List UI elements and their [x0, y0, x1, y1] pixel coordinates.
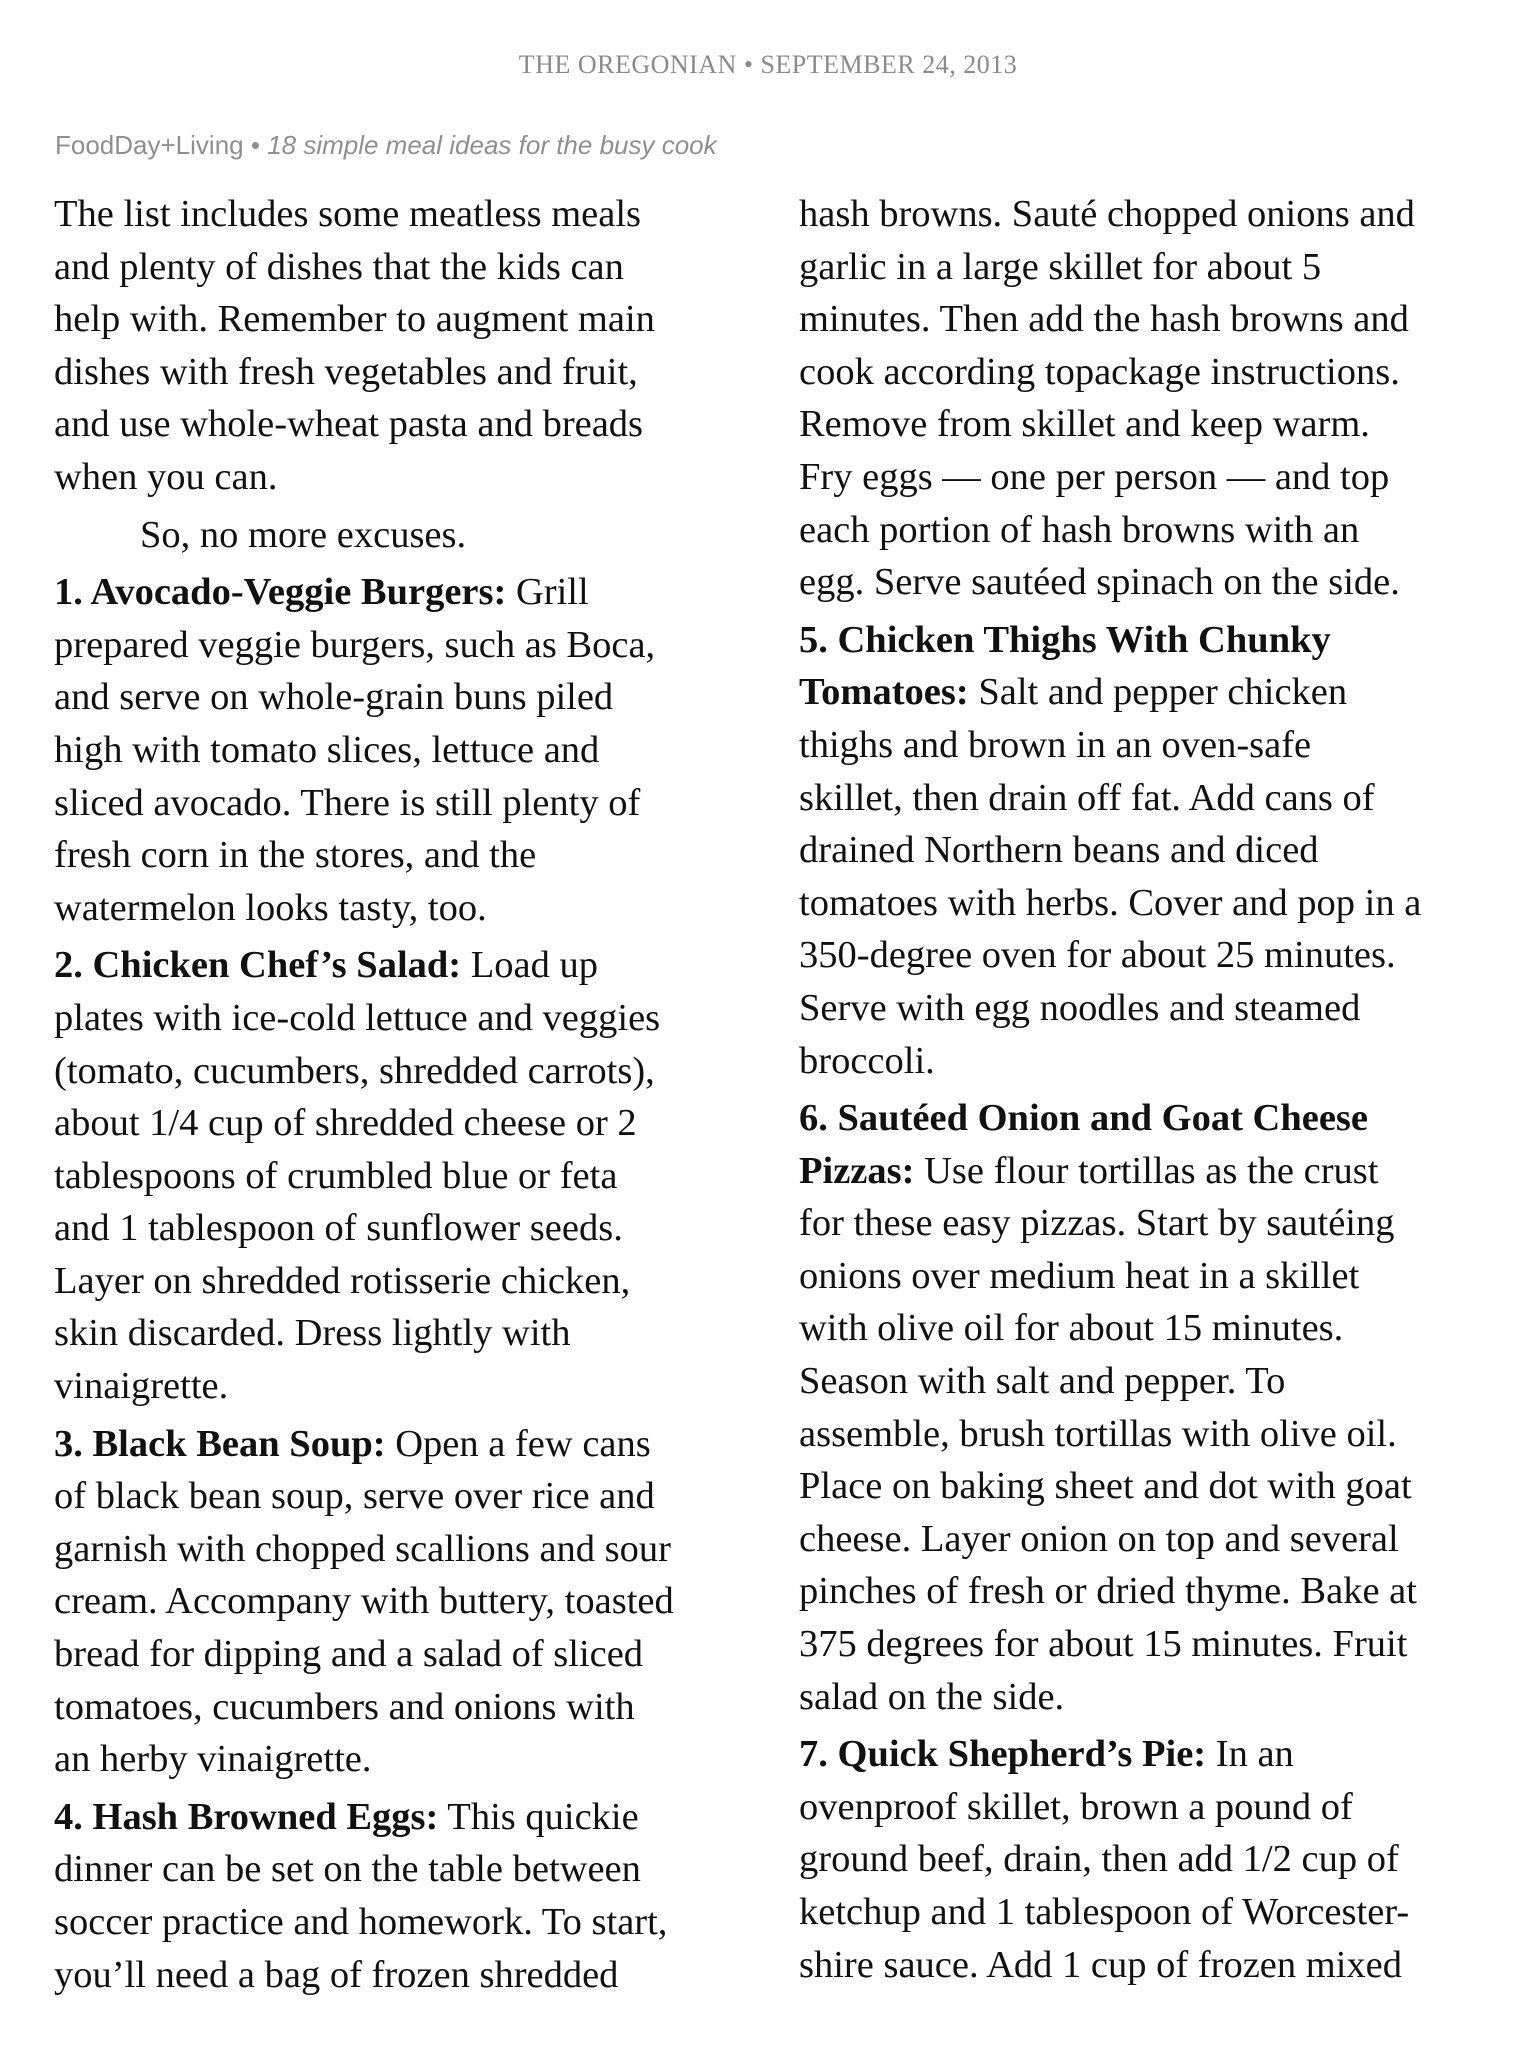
meal-idea-title: 2. Chicken Chef’s Salad:	[54, 944, 462, 987]
text-line	[54, 671, 754, 724]
body-paragraph	[54, 509, 754, 562]
meal-idea-title: 4. Hash Browned Eggs:	[54, 1795, 439, 1838]
line-text: plates with ice-cold lettuce and veggies	[54, 996, 661, 1039]
text-line	[799, 1145, 1499, 1198]
line-text: hash browns. Sauté chopped onions and	[799, 193, 1415, 235]
text-line	[54, 1949, 754, 2002]
line-text: vinaigrette.	[54, 1365, 229, 1408]
text-line	[799, 1513, 1499, 1566]
line-text: Remove from skillet and keep warm.	[799, 403, 1370, 446]
line-text: This quickie	[438, 1795, 639, 1838]
text-line	[54, 241, 754, 294]
line-text: pinches of fresh or dried thyme. Bake at	[799, 1570, 1417, 1613]
text-line	[799, 1618, 1499, 1671]
line-text: Serve with egg noodles and steamed	[799, 986, 1361, 1029]
text-line	[799, 1092, 1499, 1145]
line-text: dishes with fresh vegetables and fruit,	[54, 350, 638, 393]
text-line	[799, 1355, 1499, 1408]
line-text: when you can.	[54, 455, 278, 498]
text-line	[54, 619, 754, 672]
text-line	[54, 724, 754, 777]
text-line	[799, 1197, 1499, 1250]
meal-idea-title: 6. Sautéed Onion and Goat Cheese	[799, 1097, 1369, 1140]
text-line	[799, 504, 1499, 557]
text-line	[799, 1035, 1499, 1088]
line-text: Place on baking sheet and dot with goat	[799, 1465, 1412, 1508]
meal-idea-title: 7. Quick Shepherd’s Pie:	[799, 1733, 1207, 1776]
text-line	[54, 1255, 754, 1308]
text-line	[54, 1843, 754, 1896]
text-line	[54, 398, 754, 451]
text-line	[54, 1733, 754, 1786]
line-text: watermelon looks tasty, too.	[54, 886, 487, 929]
line-text: an herby vinaigrette.	[54, 1738, 372, 1781]
text-line	[799, 1728, 1499, 1781]
text-line	[799, 398, 1499, 451]
text-line	[54, 346, 754, 399]
line-text: 375 degrees for about 15 minutes. Fruit	[799, 1623, 1408, 1666]
line-text: onions over medium heat in a skillet	[799, 1254, 1360, 1297]
line-text: high with tomato slices, lettuce and	[54, 728, 600, 771]
text-line	[54, 992, 754, 1045]
line-text: and serve on whole-grain buns piled	[54, 676, 614, 719]
meal-idea-title-continued: Tomatoes:	[799, 671, 969, 714]
text-line	[799, 666, 1499, 719]
text-line	[799, 1781, 1499, 1834]
text-line	[54, 509, 754, 562]
text-line	[54, 1202, 754, 1255]
line-text: thighs and brown in an oven-safe	[799, 723, 1312, 766]
line-text: for these easy pizzas. Start by sautéing	[799, 1202, 1395, 1245]
text-line	[54, 939, 754, 992]
line-text: garnish with chopped scallions and sour	[54, 1527, 671, 1570]
line-text: Salt and pepper chicken	[968, 671, 1348, 714]
line-text: dinner can be set on the table between	[54, 1848, 641, 1891]
text-line	[54, 1523, 754, 1576]
meal-idea-title-continued: Pizzas:	[799, 1149, 915, 1192]
line-text: with olive oil for about 15 minutes.	[799, 1307, 1344, 1350]
text-line	[799, 824, 1499, 877]
line-text: cook according topackage instructions.	[799, 350, 1400, 393]
line-text: (tomato, cucumbers, shredded carrots),	[54, 1049, 655, 1092]
meal-idea-paragraph	[54, 1791, 754, 2001]
line-text: Load up	[461, 944, 598, 987]
line-text: shire sauce. Add 1 cup of frozen mixed	[799, 1943, 1402, 1986]
text-line	[54, 777, 754, 830]
meal-idea-paragraph	[799, 1728, 1499, 1991]
line-text: bread for dipping and a salad of sliced	[54, 1633, 644, 1676]
line-text: Layer on shredded rotisserie chicken,	[54, 1259, 631, 1302]
section-name: FoodDay+Living	[55, 130, 244, 160]
meal-idea-paragraph	[799, 614, 1499, 1087]
meal-idea-title: 5. Chicken Thighs With Chunky	[799, 618, 1331, 661]
line-text: cheese. Layer onion on top and several	[799, 1517, 1399, 1560]
line-text: about 1/4 cup of shredded cheese or 2	[54, 1102, 637, 1145]
line-text: prepared veggie burgers, such as Boca,	[54, 623, 656, 666]
line-text: Open a few cans	[385, 1422, 651, 1465]
line-text: The list includes some meatless meals	[54, 193, 641, 235]
text-line	[799, 877, 1499, 930]
text-line	[799, 556, 1499, 609]
line-text: sliced avocado. There is still plenty of	[54, 781, 641, 824]
section-header	[55, 130, 717, 161]
text-line	[799, 772, 1499, 825]
line-text: In an	[1206, 1733, 1294, 1776]
line-text: Use flour tortillas as the crust	[914, 1149, 1379, 1192]
meal-idea-title: 3. Black Bean Soup:	[54, 1422, 386, 1465]
line-text: Fry eggs — one per person — and top	[799, 455, 1390, 498]
text-line	[54, 1150, 754, 1203]
text-line	[799, 719, 1499, 772]
meal-idea-paragraph	[54, 939, 754, 1412]
article-column-left	[54, 188, 754, 2006]
text-line	[54, 1681, 754, 1734]
text-line	[799, 1250, 1499, 1303]
text-line	[799, 1565, 1499, 1618]
text-line	[799, 293, 1499, 346]
text-line	[799, 1939, 1499, 1992]
line-text: tablespoons of crumbled blue or feta	[54, 1154, 618, 1197]
masthead: THE OREGONIAN • SEPTEMBER 24, 2013	[518, 50, 1018, 79]
text-line	[799, 188, 1499, 241]
line-text: ovenproof skillet, brown a pound of	[799, 1785, 1353, 1828]
line-text: assemble, brush tortillas with olive oil.	[799, 1412, 1397, 1455]
line-text: garlic in a large skillet for about 5	[799, 245, 1322, 288]
line-text: skin discarded. Dress lightly with	[54, 1312, 571, 1355]
text-line	[54, 566, 754, 619]
text-line	[799, 1886, 1499, 1939]
article-headline: 18 simple meal ideas for the busy cook	[267, 130, 717, 160]
text-line	[799, 614, 1499, 667]
text-line	[799, 1408, 1499, 1461]
meal-idea-paragraph	[54, 1418, 754, 1786]
line-text: Grill	[506, 571, 589, 614]
line-text: and 1 tablespoon of sunflower seeds.	[54, 1207, 623, 1250]
body-paragraph	[54, 188, 754, 504]
text-line	[54, 1418, 754, 1471]
meal-idea-title: 1. Avocado-Veggie Burgers:	[54, 571, 507, 614]
line-text: fresh corn in the stores, and the	[54, 834, 537, 877]
line-text: salad on the side.	[799, 1675, 1065, 1718]
line-text: minutes. Then add the hash browns and	[799, 298, 1409, 341]
text-line	[799, 241, 1499, 294]
text-line	[799, 346, 1499, 399]
line-text: tomatoes with herbs. Cover and pop in a	[799, 881, 1422, 924]
text-line	[54, 829, 754, 882]
text-line	[54, 1628, 754, 1681]
meal-idea-paragraph	[799, 1092, 1499, 1723]
section-separator: •	[243, 130, 268, 160]
line-text: you’ll need a bag of frozen shredded	[54, 1953, 619, 1996]
text-line	[54, 451, 754, 504]
text-line	[799, 1671, 1499, 1724]
line-text: tomatoes, cucumbers and onions with	[54, 1685, 635, 1728]
text-line	[799, 451, 1499, 504]
line-text: help with. Remember to augment main	[54, 298, 655, 341]
text-line	[799, 1833, 1499, 1886]
line-text: cream. Accompany with buttery, toasted	[54, 1580, 674, 1623]
line-text: Season with salt and pepper. To	[799, 1360, 1286, 1403]
line-text: 350-degree oven for about 25 minutes.	[799, 934, 1396, 977]
text-line	[799, 1302, 1499, 1355]
article-column-right	[799, 188, 1499, 1996]
line-text: and plenty of dishes that the kids can	[54, 245, 624, 288]
line-text: ketchup and 1 tablespoon of Worcester-	[799, 1891, 1410, 1933]
line-text: of black bean soup, serve over rice and	[54, 1475, 655, 1518]
line-text: soccer practice and homework. To start,	[54, 1901, 668, 1943]
line-text: skillet, then drain off fat. Add cans of	[799, 776, 1375, 819]
text-line	[54, 1045, 754, 1098]
line-text: egg. Serve sautéed spinach on the side.	[799, 561, 1400, 604]
line-text: drained Northern beans and diced	[799, 829, 1319, 872]
text-line	[54, 1791, 754, 1844]
text-line	[54, 293, 754, 346]
text-line	[54, 1097, 754, 1150]
text-line	[54, 1360, 754, 1413]
text-line	[54, 1575, 754, 1628]
text-line	[54, 1470, 754, 1523]
text-line	[799, 1460, 1499, 1513]
line-text: each portion of hash browns with an	[799, 508, 1360, 551]
meal-idea-paragraph	[54, 566, 754, 934]
line-text: So, no more excuses.	[140, 513, 467, 556]
text-line	[54, 188, 754, 241]
text-line	[54, 1896, 754, 1949]
text-line	[799, 929, 1499, 982]
line-text: and use whole-wheat pasta and breads	[54, 403, 644, 446]
line-text: ground beef, drain, then add 1/2 cup of	[799, 1838, 1399, 1881]
line-text: broccoli.	[799, 1039, 935, 1082]
body-paragraph	[799, 188, 1499, 609]
text-line	[54, 882, 754, 935]
text-line	[54, 1307, 754, 1360]
text-line	[799, 982, 1499, 1035]
